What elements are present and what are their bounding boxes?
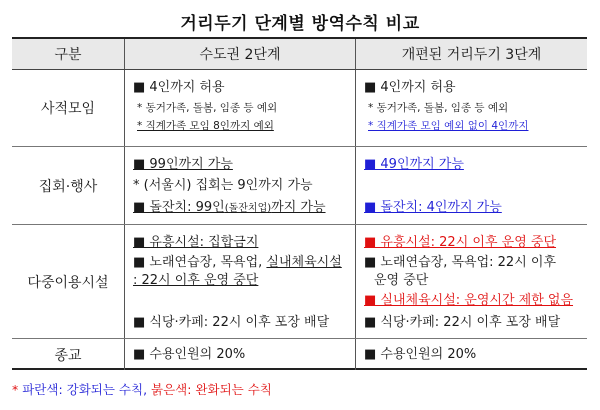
note-star: * [12, 382, 19, 397]
cell-line: ■ 수용인원의 20% [364, 347, 477, 362]
header-current: 수도권 2단계 [125, 39, 356, 69]
current-cell [125, 147, 356, 224]
cell-line: ■ 노래연습장, 목욕업: 22시 이후 [364, 255, 557, 270]
cell-line: ■ 4인까지 허용 [133, 80, 225, 95]
color-legend-note [12, 380, 272, 398]
cell-line: 운영 중단 [374, 273, 429, 288]
cell-line: : 22시 이후 운영 중단 [133, 273, 259, 288]
revised-cell [356, 225, 587, 338]
cell-line: * (서울시) 집회는 9인까지 가능 [133, 178, 313, 193]
note-blue-text: 파란색: 강화되는 수칙, [22, 382, 148, 397]
cell-line: * 직계가족 모임 예외 없이 4인까지 [368, 120, 529, 132]
revised-cell [356, 147, 587, 224]
revised-cell [356, 339, 587, 370]
cell-line: ■ 수용인원의 20% [133, 347, 246, 362]
comparison-table [12, 37, 587, 370]
row-label: 종교 [12, 339, 125, 370]
cell-line: ■ 49인까지 가능 [364, 157, 464, 172]
current-cell [125, 339, 356, 370]
current-cell [125, 70, 356, 146]
cell-line: ■ 식당·카페: 22시 이후 포장 배달 [133, 315, 330, 330]
cell-line: ■ 돌잔치: 4인까지 가능 [364, 200, 502, 215]
row-label: 다중이용시설 [12, 225, 125, 338]
header-revised: 개편된 거리두기 3단계 [401, 47, 542, 63]
cell-line: ■ 4인까지 허용 [364, 80, 456, 95]
header-category: 구분 [12, 39, 125, 69]
row-label: 집회·행사 [12, 147, 125, 224]
table-row-facilities [12, 225, 587, 339]
revised-cell [356, 70, 587, 146]
note-red-text: 붉은색: 완화되는 수칙 [151, 382, 272, 397]
cell-line: * 직계가족 모임 8인까지 예외 [137, 120, 274, 132]
cell-line: ■ 노래연습장, 목욕업, 실내체육시설 [133, 255, 342, 270]
current-cell [125, 225, 356, 338]
table-header-row [12, 39, 587, 70]
page-title: 거리두기 단계별 방역수칙 비교 [180, 14, 420, 34]
cell-line: * 동거가족, 돌봄, 임종 등 예외 [368, 102, 509, 114]
cell-line: ■ 유흥시설: 22시 이후 운영 중단 [364, 235, 557, 250]
cell-line: ■ 유흥시설: 집합금지 [133, 235, 259, 250]
cell-line: ■ 실내체육시설: 운영시간 제한 없음 [364, 293, 574, 308]
cell-line: * 동거가족, 돌봄, 임종 등 예외 [137, 102, 278, 114]
cell-line: ■ 식당·카페: 22시 이후 포장 배달 [364, 315, 561, 330]
row-label: 사적모임 [12, 70, 125, 146]
cell-line: ■ 돌잔치: 99인(돌잔치업)까지 가능 [133, 200, 326, 215]
table-row-events [12, 147, 587, 225]
table-row-private [12, 70, 587, 147]
table-row-religion [12, 339, 587, 370]
cell-line: ■ 99인까지 가능 [133, 157, 233, 172]
